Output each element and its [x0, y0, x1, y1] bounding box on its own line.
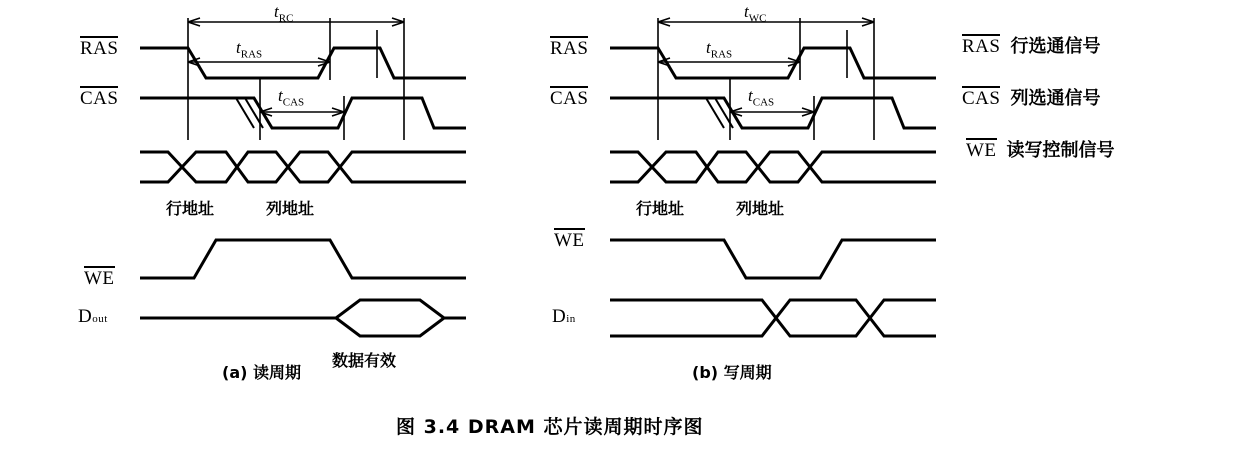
- panel-a-trc-arrow: [188, 18, 404, 26]
- panel-b-twc-label: $t_{WC}$: [744, 2, 767, 25]
- panel-b-tras-label: $t_{RAS}$: [706, 38, 733, 61]
- legend-item-ras: [962, 32, 1100, 58]
- panel-b-tcas-arrow: [730, 108, 814, 116]
- panel-a-trc-label: $t_{RC}$: [274, 2, 294, 25]
- panel-b-col-address-label: 列地址: [736, 199, 785, 218]
- panel-a-row-address-label: 行地址: [166, 199, 215, 218]
- panel-b-cas-label: CAS: [550, 88, 589, 109]
- legend-cas-text: 列选通信号: [1010, 88, 1101, 109]
- legend-item-cas: [962, 84, 1100, 110]
- panel-a-cas-label: CAS: [80, 88, 119, 109]
- panel-a-data-valid-label: 数据有效: [332, 351, 397, 370]
- panel-a-cas-hatch: [236, 98, 263, 128]
- legend-ras-symbol: RAS: [962, 36, 1001, 57]
- panel-b-we-waveform: [610, 240, 936, 278]
- panel-a-col-address-label: 列地址: [266, 199, 315, 218]
- legend-we-text: 读写控制信号: [1006, 140, 1115, 161]
- panel-a-we-waveform: [140, 240, 466, 278]
- panel-b-title: (b) 写周期: [692, 363, 772, 382]
- panel-a-we-label: WE: [84, 268, 115, 289]
- panel-b-we-label: WE: [554, 230, 585, 251]
- panel-a-tcas-label: $t_{CAS}$: [278, 86, 305, 109]
- legend-ras-text: 行选通信号: [1010, 36, 1101, 57]
- panel-a-tcas-arrow: [260, 108, 344, 116]
- panel-b-cas-hatch: [706, 98, 733, 128]
- panel-a-tras-label: $t_{RAS}$: [236, 38, 263, 61]
- panel-a-dout-label: Dout: [78, 306, 108, 327]
- panel-b-ras-label: RAS: [550, 38, 589, 59]
- legend-we-symbol: WE: [966, 140, 997, 161]
- figure-caption: 图 3.4 DRAM 芯片读周期时序图: [396, 416, 704, 438]
- panel-b-row-address-label: 行地址: [636, 199, 685, 218]
- panel-a-address-bus: [140, 152, 466, 182]
- panel-b-din-waveform: [610, 300, 936, 336]
- legend-item-we: [966, 136, 1115, 162]
- panel-b-tcas-label: $t_{CAS}$: [748, 86, 775, 109]
- panel-a-title: (a) 读周期: [222, 363, 301, 382]
- panel-a-dout-waveform: [140, 300, 466, 336]
- legend-cas-symbol: CAS: [962, 88, 1001, 109]
- panel-b-address-bus: [610, 152, 936, 182]
- panel-a-ras-label: RAS: [80, 38, 119, 59]
- panel-b-din-label: Din: [552, 306, 576, 327]
